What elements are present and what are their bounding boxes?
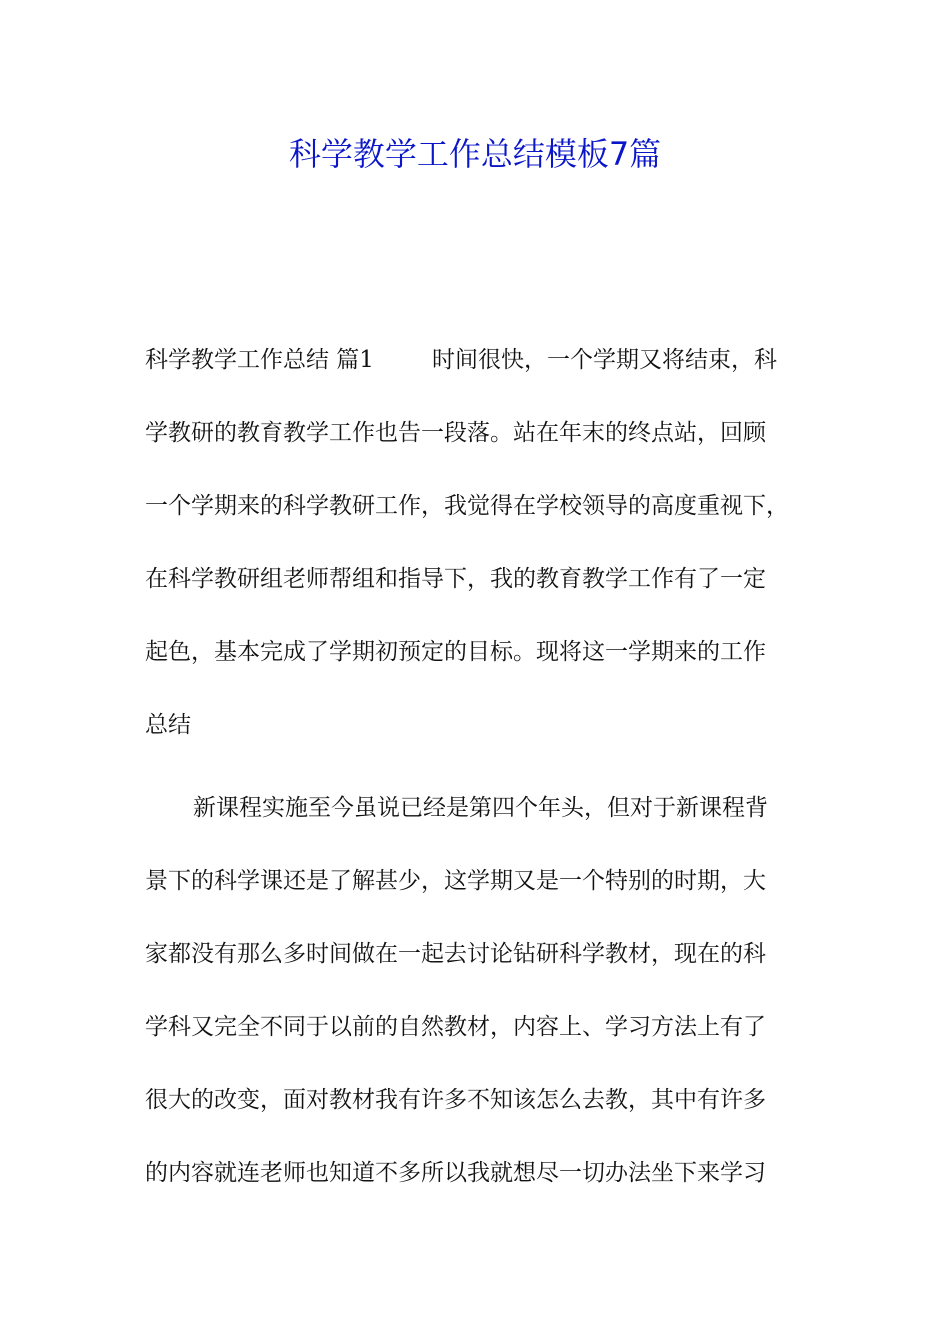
paragraph-line: 学科又完全不同于以前的自然教材，内容上、学习方法上有了 [145,1014,766,1040]
paragraph-line [145,788,810,861]
paragraph-2 [145,788,810,1226]
paragraph-line [145,340,810,413]
paragraph-line: 的内容就连老师也知道不多所以我就想尽一切办法坐下来学习 [145,1160,766,1186]
document-title: 科学教学工作总结模板7篇 [288,135,662,173]
section-heading: 科学教学工作总结 篇1 [145,347,374,373]
paragraph-line: 一个学期来的科学教研工作，我觉得在学校领导的高度重视下， [145,493,789,519]
paragraph-line: 总结 [145,712,191,738]
paragraph-line: 学教研的教育教学工作也告一段落。站在年末的终点站，回顾 [145,420,766,446]
paragraph-line: 很大的改变，面对教材我有许多不知该怎么去教，其中有许多 [145,1087,766,1113]
paragraph-line: 景下的科学课还是了解甚少，这学期又是一个特别的时期，大 [145,868,766,894]
paragraph-line: 在科学教研组老师帮组和指导下，我的教育教学工作有了一定 [145,566,766,592]
paragraph-1 [145,340,810,778]
paragraph-text: 新课程实施至今虽说已经是第四个年头，但对于新课程背 [193,795,768,821]
paragraph-line: 家都没有那么多时间做在一起去讨论钻研科学教材，现在的科 [145,941,766,967]
paragraph-text: 时间很快，一个学期又将结束，科 [431,347,777,373]
paragraph-line: 起色，基本完成了学期初预定的目标。现将这一学期来的工作 [145,639,766,665]
